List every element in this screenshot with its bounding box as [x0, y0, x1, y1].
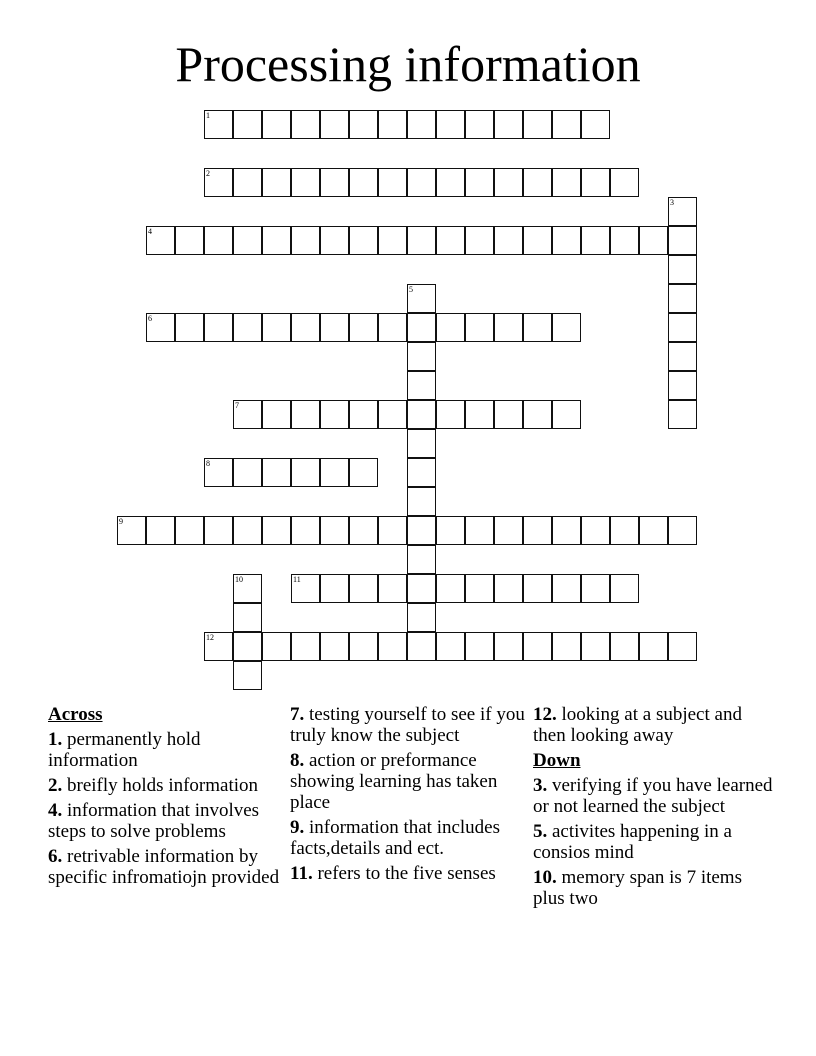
- clue-number: 1.: [48, 729, 63, 750]
- grid-cell[interactable]: [610, 632, 639, 661]
- grid-cell[interactable]: [494, 632, 523, 661]
- grid-cell[interactable]: [610, 516, 639, 545]
- grid-cell[interactable]: [378, 110, 407, 139]
- grid-cell[interactable]: [349, 516, 378, 545]
- grid-cell[interactable]: [407, 110, 436, 139]
- grid-cell[interactable]: [581, 110, 610, 139]
- grid-cell[interactable]: [523, 313, 552, 342]
- clue-number: 11: [293, 575, 301, 584]
- grid-cell[interactable]: [320, 110, 349, 139]
- down-clue: [533, 775, 773, 817]
- grid-cell[interactable]: [552, 226, 581, 255]
- grid-cell[interactable]: [204, 458, 233, 487]
- grid-cell[interactable]: [349, 110, 378, 139]
- clue-number: 10.: [533, 867, 557, 888]
- clue-text: looking at a subject and then looking away: [533, 704, 742, 746]
- grid-cell[interactable]: [523, 168, 552, 197]
- grid-cell[interactable]: [465, 110, 494, 139]
- clue-number: 7: [235, 401, 239, 410]
- clue-number: 4: [148, 227, 152, 236]
- puzzle-title: Processing information: [175, 36, 641, 92]
- clue-number: 6.: [48, 846, 63, 867]
- grid-cell[interactable]: [552, 313, 581, 342]
- grid-cell[interactable]: [175, 226, 204, 255]
- across-clue: [48, 729, 288, 771]
- grid-cell[interactable]: [320, 574, 349, 603]
- grid-cell[interactable]: [668, 284, 697, 313]
- clue-number: 9: [119, 517, 123, 526]
- grid-cell[interactable]: [291, 632, 320, 661]
- grid-cell[interactable]: [610, 168, 639, 197]
- grid-cell[interactable]: [436, 110, 465, 139]
- clue-number: 3.: [533, 775, 548, 796]
- grid-cell[interactable]: [233, 313, 262, 342]
- grid-cell[interactable]: [523, 226, 552, 255]
- clue-text: information that includes facts,details and ect.: [290, 817, 501, 859]
- grid-cell[interactable]: [233, 458, 262, 487]
- grid-cell[interactable]: [668, 516, 697, 545]
- grid-cell[interactable]: [233, 400, 262, 429]
- clue-text: retrivable information by specific infromatiojn provided: [48, 846, 280, 888]
- grid-cell[interactable]: [581, 632, 610, 661]
- grid-cell[interactable]: [581, 168, 610, 197]
- clue-number: 1: [206, 111, 210, 120]
- clue-number: 6: [148, 314, 152, 323]
- grid-cell[interactable]: [262, 226, 291, 255]
- grid-cell[interactable]: [639, 632, 668, 661]
- grid-cell[interactable]: [639, 226, 668, 255]
- clue-text: information that involves steps to solve problems: [48, 800, 260, 842]
- grid-cell[interactable]: [581, 226, 610, 255]
- grid-cell[interactable]: [407, 603, 436, 632]
- clue-number: 8.: [290, 750, 305, 771]
- grid-cell[interactable]: [262, 313, 291, 342]
- grid-cell[interactable]: [117, 516, 146, 545]
- grid-cell[interactable]: [320, 632, 349, 661]
- grid-cell[interactable]: [291, 168, 320, 197]
- clue-text: breifly holds information: [62, 775, 259, 796]
- grid-cell[interactable]: [668, 400, 697, 429]
- grid-cell[interactable]: [523, 574, 552, 603]
- grid-cell[interactable]: [291, 110, 320, 139]
- grid-cell[interactable]: [262, 632, 291, 661]
- across-clue: [290, 750, 530, 813]
- grid-cell[interactable]: [146, 313, 175, 342]
- grid-cell[interactable]: [465, 226, 494, 255]
- grid-cell[interactable]: [204, 110, 233, 139]
- grid-cell[interactable]: [233, 226, 262, 255]
- across-clue: [533, 704, 773, 746]
- grid-cell[interactable]: [436, 168, 465, 197]
- clues-column-1: [48, 704, 288, 892]
- grid-cell[interactable]: [494, 516, 523, 545]
- grid-cell[interactable]: [349, 400, 378, 429]
- grid-cell[interactable]: [175, 313, 204, 342]
- grid-cell[interactable]: [378, 168, 407, 197]
- grid-cell[interactable]: [378, 574, 407, 603]
- grid-cell[interactable]: [349, 458, 378, 487]
- grid-cell[interactable]: [407, 574, 436, 603]
- grid-cell[interactable]: [204, 313, 233, 342]
- grid-cell[interactable]: [552, 574, 581, 603]
- grid-cell[interactable]: [204, 516, 233, 545]
- grid-cell[interactable]: [668, 313, 697, 342]
- across-clue: [290, 704, 530, 746]
- grid-cell[interactable]: [494, 313, 523, 342]
- grid-cell[interactable]: [233, 168, 262, 197]
- grid-cell[interactable]: [465, 632, 494, 661]
- grid-cell[interactable]: [320, 400, 349, 429]
- grid-cell[interactable]: [668, 255, 697, 284]
- grid-cell[interactable]: [233, 603, 262, 632]
- grid-cell[interactable]: [436, 516, 465, 545]
- grid-cell[interactable]: [436, 313, 465, 342]
- grid-cell[interactable]: [668, 226, 697, 255]
- grid-cell[interactable]: [494, 574, 523, 603]
- grid-cell[interactable]: [378, 516, 407, 545]
- clue-text: activites happening in a consios mind: [533, 821, 732, 863]
- grid-cell[interactable]: [407, 226, 436, 255]
- grid-cell[interactable]: [581, 516, 610, 545]
- grid-cell[interactable]: [407, 284, 436, 313]
- grid-cell[interactable]: [407, 487, 436, 516]
- grid-cell[interactable]: [320, 313, 349, 342]
- grid-cell[interactable]: [291, 313, 320, 342]
- grid-cell[interactable]: [291, 516, 320, 545]
- grid-cell[interactable]: [436, 400, 465, 429]
- grid-cell[interactable]: [233, 661, 262, 690]
- grid-cell[interactable]: [349, 168, 378, 197]
- grid-cell[interactable]: [407, 545, 436, 574]
- grid-cell[interactable]: [320, 168, 349, 197]
- clue-number: 12: [206, 633, 214, 642]
- clue-number: 9.: [290, 817, 305, 838]
- grid-cell[interactable]: [465, 313, 494, 342]
- clue-number: 7.: [290, 704, 305, 725]
- across-clue: [290, 817, 530, 859]
- grid-cell[interactable]: [349, 574, 378, 603]
- grid-cell[interactable]: [407, 632, 436, 661]
- across-clue: [290, 863, 530, 884]
- grid-cell[interactable]: [320, 458, 349, 487]
- grid-cell[interactable]: [639, 516, 668, 545]
- clue-number: 11.: [290, 863, 313, 884]
- grid-cell[interactable]: [291, 458, 320, 487]
- clue-text: permanently hold information: [48, 729, 201, 771]
- grid-cell[interactable]: [436, 226, 465, 255]
- grid-cell[interactable]: [320, 226, 349, 255]
- grid-cell[interactable]: [175, 516, 204, 545]
- grid-cell[interactable]: [378, 226, 407, 255]
- grid-cell[interactable]: [407, 400, 436, 429]
- grid-cell[interactable]: [552, 110, 581, 139]
- down-clue: [533, 821, 773, 863]
- grid-cell[interactable]: [523, 516, 552, 545]
- clue-number: 12.: [533, 704, 557, 725]
- grid-cell[interactable]: [407, 371, 436, 400]
- grid-cell[interactable]: [407, 516, 436, 545]
- grid-cell[interactable]: [233, 110, 262, 139]
- grid-cell[interactable]: [262, 458, 291, 487]
- across-clue: [48, 775, 288, 796]
- grid-cell[interactable]: [378, 632, 407, 661]
- clue-text: refers to the five senses: [312, 863, 496, 884]
- clue-number: 4.: [48, 800, 63, 821]
- grid-cell[interactable]: [523, 400, 552, 429]
- grid-cell[interactable]: [349, 632, 378, 661]
- across-clue: [48, 846, 288, 888]
- grid-cell[interactable]: [262, 400, 291, 429]
- grid-cell[interactable]: [204, 632, 233, 661]
- grid-cell[interactable]: [523, 110, 552, 139]
- down-clue: [533, 867, 773, 909]
- grid-cell[interactable]: [552, 632, 581, 661]
- down-heading: Down: [533, 750, 581, 771]
- grid-cell[interactable]: [233, 632, 262, 661]
- grid-cell[interactable]: [407, 458, 436, 487]
- grid-cell[interactable]: [291, 400, 320, 429]
- grid-cell[interactable]: [552, 516, 581, 545]
- grid-cell[interactable]: [204, 226, 233, 255]
- grid-cell[interactable]: [668, 371, 697, 400]
- clue-number: 10: [235, 575, 243, 584]
- grid-cell[interactable]: [668, 632, 697, 661]
- across-clue: [48, 800, 288, 842]
- clue-text: verifying if you have learned or not learned the subject: [533, 775, 773, 817]
- grid-cell[interactable]: [291, 226, 320, 255]
- clue-number: 3: [670, 198, 674, 207]
- grid-cell[interactable]: [407, 342, 436, 371]
- grid-cell[interactable]: [349, 313, 378, 342]
- grid-cell[interactable]: [204, 168, 233, 197]
- grid-cell[interactable]: [494, 168, 523, 197]
- clues-column-3: [533, 704, 773, 913]
- grid-cell[interactable]: [262, 168, 291, 197]
- grid-cell[interactable]: [552, 400, 581, 429]
- grid-cell[interactable]: [378, 313, 407, 342]
- clue-text: testing yourself to see if you truly know the subject: [290, 704, 525, 746]
- grid-cell[interactable]: [494, 226, 523, 255]
- grid-cell[interactable]: [349, 226, 378, 255]
- grid-cell[interactable]: [407, 429, 436, 458]
- grid-cell[interactable]: [436, 632, 465, 661]
- clue-number: 5.: [533, 821, 548, 842]
- grid-cell[interactable]: [436, 574, 465, 603]
- grid-cell[interactable]: [320, 516, 349, 545]
- grid-cell[interactable]: [581, 574, 610, 603]
- grid-cell[interactable]: [233, 516, 262, 545]
- grid-cell[interactable]: [378, 400, 407, 429]
- grid-cell[interactable]: [465, 400, 494, 429]
- clue-text: memory span is 7 items plus two: [533, 867, 742, 909]
- grid-cell[interactable]: [146, 516, 175, 545]
- grid-cell[interactable]: [494, 400, 523, 429]
- grid-cell[interactable]: [610, 574, 639, 603]
- grid-cell[interactable]: [407, 168, 436, 197]
- across-heading: Across: [48, 704, 103, 725]
- clue-number: 2: [206, 169, 210, 178]
- crossword-grid: [117, 110, 717, 710]
- grid-cell[interactable]: [291, 574, 320, 603]
- grid-cell[interactable]: [465, 574, 494, 603]
- grid-cell[interactable]: [523, 632, 552, 661]
- clue-text: action or preformance showing learning has taken place: [290, 750, 498, 813]
- grid-cell[interactable]: [610, 226, 639, 255]
- grid-cell[interactable]: [262, 516, 291, 545]
- grid-cell[interactable]: [494, 110, 523, 139]
- grid-cell[interactable]: [465, 168, 494, 197]
- grid-cell[interactable]: [233, 574, 262, 603]
- clue-number: 5: [409, 285, 413, 294]
- grid-cell[interactable]: [407, 313, 436, 342]
- grid-cell[interactable]: [668, 197, 697, 226]
- grid-cell[interactable]: [146, 226, 175, 255]
- clues-column-2: [290, 704, 530, 888]
- clue-number: 8: [206, 459, 210, 468]
- grid-cell[interactable]: [465, 516, 494, 545]
- grid-cell[interactable]: [552, 168, 581, 197]
- grid-cell[interactable]: [668, 342, 697, 371]
- clue-number: 2.: [48, 775, 63, 796]
- grid-cell[interactable]: [262, 110, 291, 139]
